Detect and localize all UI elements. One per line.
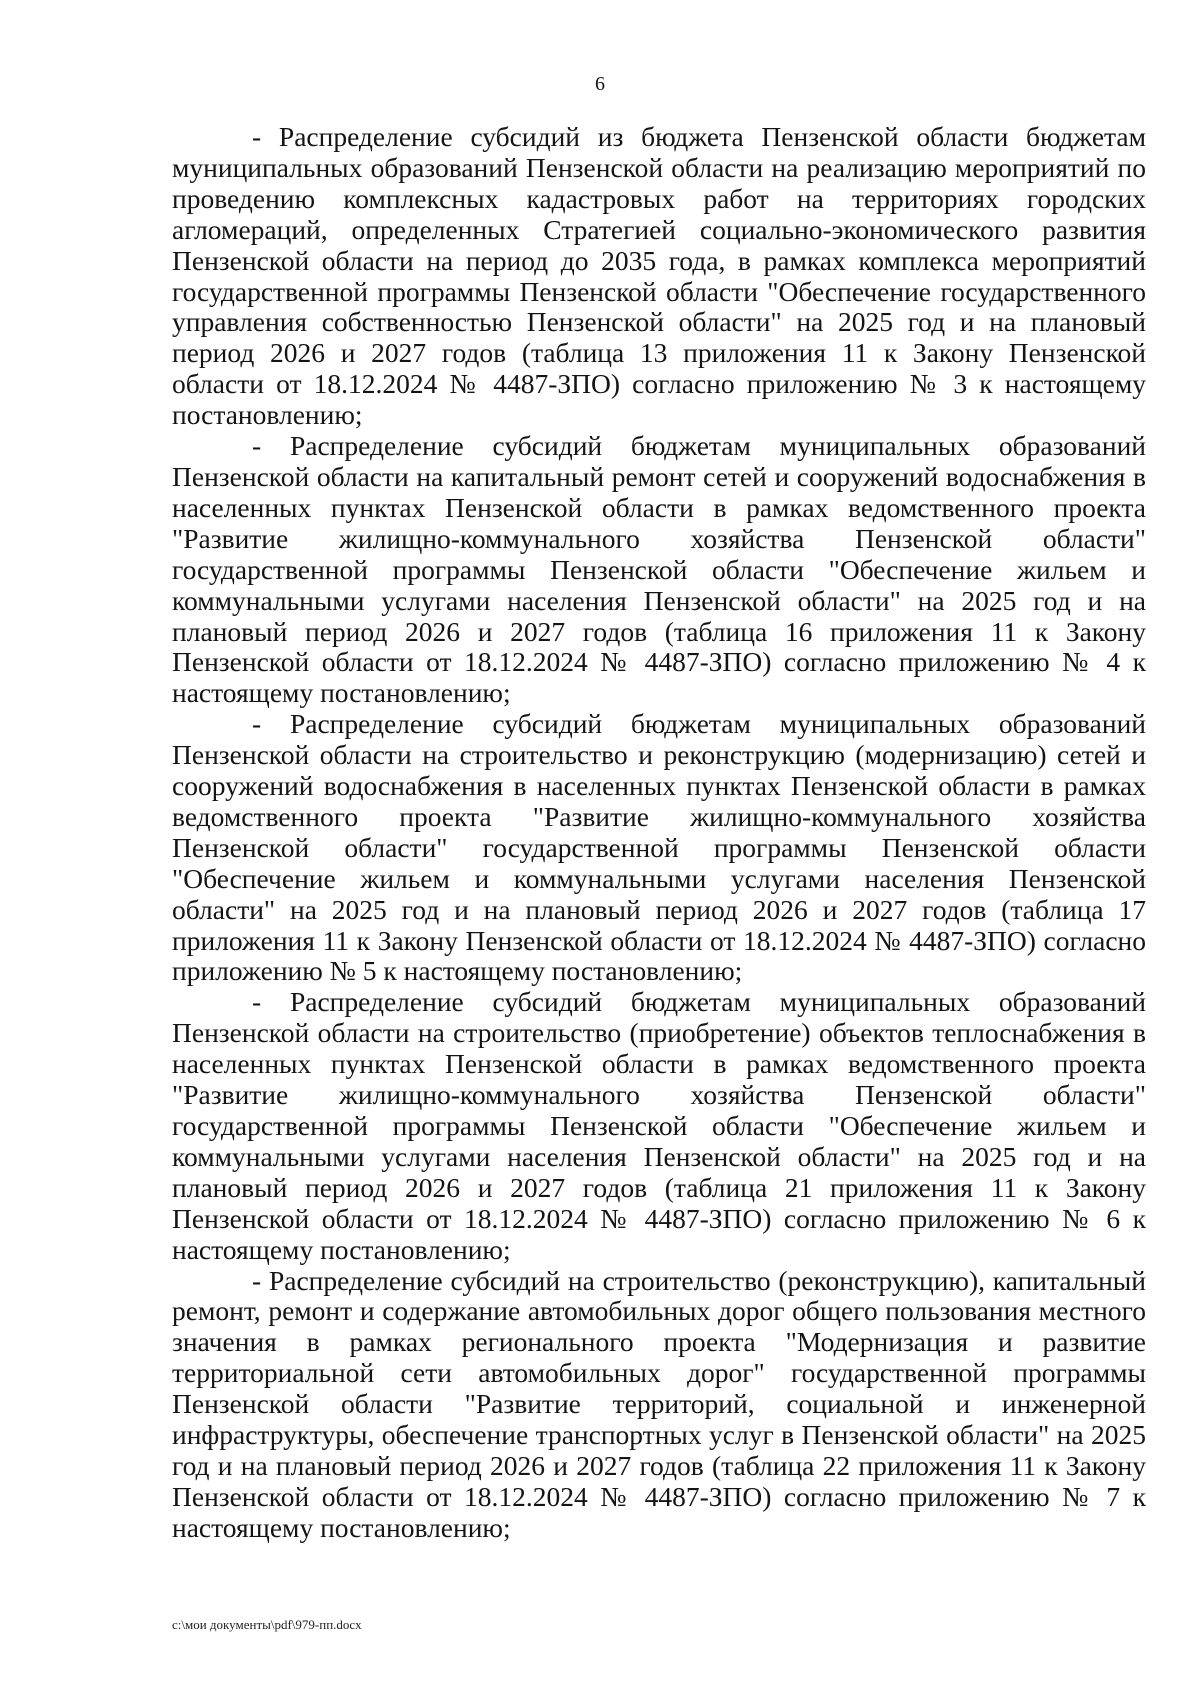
- paragraph-appendix-7: - Распределение субсидий на строительство (реконструкцию), капитальный ремонт, ремонт и содержание автомобильных дорог общего пользования местного значения в рамках регионального проекта "Модернизация и развитие территориальной сети автомобильных дорог" государственной программы Пензенской области "Развитие территорий, социальной и инженерной инфраструктуры, обеспечение транспортных услуг в Пензенской области" на 2025 год и на плановый период 2026 и 2027 годов (таблица 22 приложения 11 к Закону Пензенской области от 18.12.2024 № 4487-ЗПО) согласно приложению № 7 к настоящему постановлению;: [172, 1264, 1146, 1543]
- page-number: 6: [595, 73, 605, 95]
- paragraph-appendix-3: - Распределение субсидий из бюджета Пензенской области бюджетам муниципальных образований Пензенской области на реализацию мероприятий по проведению комплексных кадастровых работ на территориях городских агломераций, определенных Стратегией социально-экономического развития Пензенской области на период до 2035 года, в рамках комплекса мероприятий государственной программы Пензенской области "Обеспечение государственного управления собственностью Пензенской области" на 2025 год и на плановый период 2026 и 2027 годов (таблица 13 приложения 11 к Закону Пензенской области от 18.12.2024 № 4487-ЗПО) согласно приложению № 3 к настоящему постановлению;: [172, 121, 1146, 431]
- paragraph-appendix-4: - Распределение субсидий бюджетам муниципальных образований Пензенской области на капитальный ремонт сетей и сооружений водоснабжения в населенных пунктах Пензенской области в рамках ведомственного проекта "Развитие жилищно-коммунального хозяйства Пензенской области" государственной программы Пензенской области "Обеспечение жильем и коммунальными услугами населения Пензенской области" на 2025 год и на плановый период 2026 и 2027 годов (таблица 16 приложения 11 к Закону Пензенской области от 18.12.2024 № 4487-ЗПО) согласно приложению № 4 к настоящему постановлению;: [172, 430, 1146, 709]
- document-body: [172, 122, 1146, 1544]
- footer-file-path: c:\мои документы\pdf\979-пп.docx: [172, 1617, 362, 1632]
- paragraph-appendix-6: - Распределение субсидий бюджетам муниципальных образований Пензенской области на строительство (приобретение) объектов теплоснабжения в населенных пунктах Пензенской области в рамках ведомственного проекта "Развитие жилищно-коммунального хозяйства Пензенской области" государственной программы Пензенской области "Обеспечение жильем и коммунальными услугами населения Пензенской области" на 2025 год и на плановый период 2026 и 2027 годов (таблица 21 приложения 11 к Закону Пензенской области от 18.12.2024 № 4487-ЗПО) согласно приложению № 6 к настоящему постановлению;: [172, 986, 1146, 1265]
- paragraph-appendix-5: - Распределение субсидий бюджетам муниципальных образований Пензенской области на строительство и реконструкцию (модернизацию) сетей и сооружений водоснабжения в населенных пунктах Пензенской области в рамках ведомственного проекта "Развитие жилищно-коммунального хозяйства Пензенской области" государственной программы Пензенской области "Обеспечение жильем и коммунальными услугами населения Пензенской области" на 2025 год и на плановый период 2026 и 2027 годов (таблица 17 приложения 11 к Закону Пензенской области от 18.12.2024 № 4487-ЗПО) согласно приложению № 5 к настоящему постановлению;: [172, 708, 1146, 987]
